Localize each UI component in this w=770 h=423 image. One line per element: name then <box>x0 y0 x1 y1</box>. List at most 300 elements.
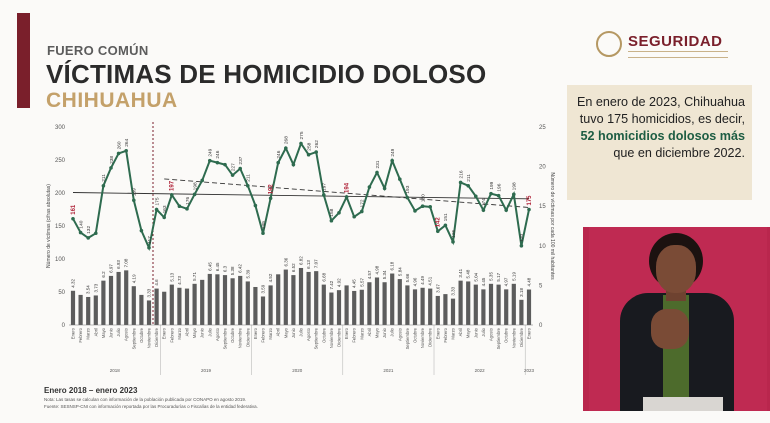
seguridad-logo <box>596 31 746 61</box>
x-tick-label: Marzo <box>268 328 274 340</box>
x-tick-label: Julio <box>207 328 213 337</box>
victims-point <box>520 244 524 248</box>
victims-point <box>383 187 387 191</box>
x-tick-label: Diciembre <box>245 328 251 347</box>
bar-value-label: 3.41 <box>458 268 464 278</box>
line-value-label: 176 <box>185 196 191 205</box>
x-tick-label: Noviembre <box>420 328 426 349</box>
bar <box>390 274 394 325</box>
x-tick-label: Abril <box>93 328 99 337</box>
bar <box>299 268 303 325</box>
bar-value-label: 6.68 <box>321 272 327 282</box>
bar <box>117 272 121 325</box>
line-value-label: 198 <box>512 182 518 191</box>
x-tick-label: Mayo <box>100 328 106 339</box>
line-value-label: 196 <box>497 183 503 192</box>
x-tick-label: Enero <box>526 328 532 340</box>
bar-value-label: 4.6 <box>154 279 160 286</box>
victims-point <box>413 209 417 213</box>
bar-value-label: 6.82 <box>298 256 304 265</box>
x-tick-label: Mayo <box>374 328 380 339</box>
x-tick-label: Enero <box>252 328 258 340</box>
victims-point <box>474 195 478 199</box>
x-tick-label: Junio <box>199 328 205 339</box>
line-value-label: 197 <box>169 180 176 191</box>
x-tick-label: Marzo <box>450 328 456 340</box>
line-value-label: 197 <box>322 182 328 191</box>
bar-value-label: 4.52 <box>268 273 274 283</box>
bar <box>200 280 204 325</box>
victims-point <box>368 185 372 189</box>
line-value-label: 216 <box>459 170 465 179</box>
x-tick-label: Diciembre <box>154 328 160 347</box>
line-value-label: 246 <box>277 150 282 159</box>
bar <box>101 281 105 325</box>
y-left-tick-label: 50 <box>58 290 65 296</box>
kicker: FUERO COMÚN <box>47 43 149 58</box>
bar-value-label: 4.48 <box>526 277 532 287</box>
victims-point <box>527 208 531 212</box>
x-tick-label: Noviembre <box>237 328 243 349</box>
bar <box>345 285 349 325</box>
victims-point <box>132 198 136 202</box>
x-tick-label: Diciembre <box>336 328 342 347</box>
victims-point <box>322 193 326 197</box>
victims-point <box>79 231 83 235</box>
bar <box>124 270 128 325</box>
x-tick-label: Noviembre <box>328 328 334 349</box>
bar-value-label: 6.97 <box>108 264 114 273</box>
x-tick-label: Junio <box>473 328 479 339</box>
callout-text <box>573 94 745 162</box>
bar-value-label: 5.19 <box>511 272 517 281</box>
victims-point <box>512 193 516 197</box>
line-value-label: 161 <box>70 204 77 215</box>
victims-point <box>261 231 265 235</box>
victims-point <box>269 196 273 200</box>
line-value-label: 199 <box>489 181 495 190</box>
victims-point <box>292 163 296 167</box>
bar-value-label: 7.07 <box>313 259 319 269</box>
x-tick-label: Agosto <box>214 328 220 342</box>
footer-note: Nota: Las tasas se calculan con información de la población publicada por CONAPO en agosto 2019. <box>44 397 247 402</box>
year-label: 2020 <box>292 368 303 373</box>
bar <box>398 279 402 325</box>
bar <box>436 296 440 325</box>
line-value-label: 211 <box>102 174 108 182</box>
line-value-label: 194 <box>344 182 351 193</box>
bar-value-label: 5.38 <box>230 266 236 276</box>
line-value-label: 260 <box>117 141 123 150</box>
bar-value-label: 5.48 <box>465 269 471 279</box>
bar <box>337 290 341 325</box>
bar-value-label: 5.66 <box>404 273 410 283</box>
victims-point <box>436 229 440 233</box>
bar <box>147 300 151 325</box>
x-tick-label: Abril <box>275 328 281 337</box>
x-tick-label: Agosto <box>397 328 403 342</box>
bar-value-label: 5.13 <box>169 272 175 282</box>
victims-point <box>307 153 311 157</box>
victims-point <box>482 208 486 212</box>
victims-point <box>140 229 144 233</box>
bar <box>79 295 83 325</box>
bar <box>208 274 212 325</box>
bar-value-label: 6.36 <box>283 257 289 267</box>
bar <box>367 282 371 325</box>
line-value-label: 172 <box>360 199 366 208</box>
victims-point <box>466 184 470 188</box>
victims-point <box>193 193 197 197</box>
bar <box>360 290 364 325</box>
bar <box>405 285 409 325</box>
podium <box>643 397 723 411</box>
bar <box>421 288 425 325</box>
bar-value-label: 4.32 <box>70 279 76 288</box>
x-tick-label: Enero <box>435 328 441 340</box>
bar <box>276 274 280 325</box>
line-value-label: 211 <box>246 174 252 182</box>
line-value-label: 238 <box>109 155 115 164</box>
line-value-label: 192 <box>268 184 275 195</box>
bar <box>375 277 379 325</box>
victims-point <box>284 146 288 150</box>
bar <box>162 292 166 325</box>
bar-value-label: 3.73 <box>93 283 99 293</box>
victims-point <box>299 142 303 146</box>
victims-point <box>314 150 318 154</box>
bar <box>238 276 242 325</box>
bar-value-label: 4.49 <box>420 276 426 285</box>
line-value-label: 142 <box>435 217 442 228</box>
x-tick-label: Octubre <box>138 328 144 343</box>
year-label: 2018 <box>109 368 120 373</box>
victims-point <box>254 204 258 208</box>
line-value-label: 158 <box>330 208 336 217</box>
line-value-label: 180 <box>421 194 427 203</box>
line-value-label: 139 <box>261 221 267 230</box>
victims-point <box>459 181 463 185</box>
line-value-label: 175 <box>526 195 533 206</box>
brand-name: SEGURIDAD <box>628 33 723 50</box>
bar <box>231 278 235 325</box>
year-label: 2019 <box>200 368 212 373</box>
bar-value-label: 6.18 <box>389 261 395 271</box>
victims-point <box>238 167 242 171</box>
bar-value-label: 3.33 <box>146 288 152 298</box>
bar-value-label: 5.17 <box>496 272 502 282</box>
victims-point <box>489 192 493 196</box>
victims-point <box>94 231 98 235</box>
x-tick-label: Agosto <box>488 328 494 342</box>
bar <box>291 275 295 325</box>
victims-point <box>390 159 394 163</box>
bar <box>269 285 273 325</box>
x-tick-label: Septiembre <box>222 328 228 350</box>
callout-text-before: En enero de 2023, Chihuahua tuvo 175 homicidios, es decir, <box>576 95 745 126</box>
bar <box>322 285 326 325</box>
victims-point <box>155 208 159 212</box>
bar <box>443 294 447 325</box>
line-value-label: 268 <box>284 136 290 145</box>
bar-value-label: 5.39 <box>245 269 251 279</box>
y-left-axis-label: Número de víctimas (cifras absolutas) <box>46 184 52 268</box>
x-tick-label: Enero <box>344 328 350 340</box>
y-left-tick-label: 0 <box>61 323 65 329</box>
bar-value-label: 6.52 <box>290 263 296 273</box>
bar-value-label: 6.13 <box>306 260 312 269</box>
victims-point <box>276 161 280 165</box>
bar-value-label: 4.57 <box>366 270 372 280</box>
trend-line <box>73 193 529 199</box>
victims-point <box>170 193 174 197</box>
line-value-label: 189 <box>132 188 138 197</box>
x-tick-label: Marzo <box>359 328 365 340</box>
bar <box>489 284 493 325</box>
bar <box>413 289 417 325</box>
x-tick-label: Febrero <box>78 328 84 343</box>
victims-point <box>497 194 501 198</box>
line-value-label: 262 <box>315 140 320 149</box>
line-value-label: 193 <box>406 185 412 194</box>
victims-point <box>444 224 448 228</box>
bar <box>459 281 463 325</box>
x-tick-label: Septiembre <box>496 328 502 350</box>
bar <box>215 274 219 325</box>
bar <box>497 285 501 325</box>
bar-value-label: 3.54 <box>85 285 91 294</box>
x-tick-label: Octubre <box>321 328 327 343</box>
bar-value-label: 6.3 <box>222 265 228 273</box>
x-tick-label: Junio <box>290 328 296 339</box>
victims-point <box>375 171 379 175</box>
bar <box>86 297 90 325</box>
state-subtitle: CHIHUAHUA <box>46 89 178 112</box>
line-value-label: 237 <box>239 156 244 165</box>
bar-value-label: 6.2 <box>100 271 106 278</box>
bar <box>512 284 516 325</box>
callout-highlight: 52 homicidios dolosos más <box>580 129 745 143</box>
bar <box>466 281 470 325</box>
x-tick-label: Junio <box>382 328 388 339</box>
y-left-tick-label: 250 <box>54 158 65 164</box>
x-tick-label: Mayo <box>192 328 198 339</box>
year-label: 2021 <box>383 368 394 373</box>
x-tick-label: Diciembre <box>518 328 524 347</box>
x-tick-label: Octubre <box>503 328 509 343</box>
x-tick-label: Julio <box>389 328 395 337</box>
line-value-label: 198 <box>193 182 199 191</box>
bar-value-label: 4.19 <box>131 274 137 284</box>
bar-value-label: 5.84 <box>397 267 403 277</box>
victims-point <box>216 161 220 165</box>
x-tick-label: Abril <box>458 328 464 337</box>
bar-value-label: 4.92 <box>336 278 342 288</box>
victims-point <box>124 149 128 153</box>
bar <box>451 299 455 325</box>
x-tick-label: Septiembre <box>313 328 319 350</box>
x-tick-label: Abril <box>366 328 372 337</box>
callout-text-after: que en diciembre 2022. <box>613 146 745 160</box>
brand-rule <box>628 51 728 58</box>
line-value-label: 264 <box>125 138 130 147</box>
y-left-tick-label: 150 <box>54 224 65 230</box>
bar-value-label: 5.35 <box>488 272 494 281</box>
bar-value-label: 4.97 <box>503 277 509 287</box>
x-tick-label: Mayo <box>283 328 289 339</box>
victims-point <box>246 184 250 188</box>
victims-point <box>406 196 410 200</box>
victims-point <box>185 207 189 211</box>
victims-point <box>398 177 402 181</box>
line-value-label: 151 <box>444 213 450 222</box>
victims-point <box>231 173 235 177</box>
interpreter-hands <box>651 309 689 349</box>
x-tick-label: Noviembre <box>511 328 517 349</box>
bar <box>155 289 159 325</box>
victims-point <box>504 208 508 212</box>
victims-point <box>428 205 432 209</box>
x-tick-label: Mayo <box>465 328 471 339</box>
line-value-label: 231 <box>375 160 381 169</box>
x-tick-label: Febrero <box>260 328 266 343</box>
x-tick-label: Octubre <box>412 328 418 343</box>
line-value-label: 275 <box>299 131 305 140</box>
line-value-label: 140 <box>79 220 85 229</box>
bar-value-label: 7.42 <box>328 280 334 290</box>
victims-point <box>337 211 341 215</box>
x-tick-label: Julio <box>116 328 122 337</box>
line-value-label: 249 <box>208 148 214 157</box>
bar <box>139 295 143 325</box>
victims-point <box>178 204 182 208</box>
y-left-tick-label: 200 <box>54 191 65 197</box>
victims-point <box>162 216 166 220</box>
x-tick-label: Febrero <box>442 328 448 343</box>
victims-point <box>71 217 75 221</box>
victims-point <box>86 236 90 240</box>
x-tick-label: Febrero <box>169 328 175 343</box>
bar-value-label: 4.45 <box>480 277 486 287</box>
victims-point <box>102 184 106 188</box>
victims-point <box>360 210 364 214</box>
line-value-label: 211 <box>467 174 472 182</box>
line-value-label: 132 <box>87 225 92 234</box>
line-value-label: 175 <box>155 197 161 206</box>
bar-value-label: 3.33 <box>450 286 456 296</box>
y-right-axis-label: Número de víctimas por cada 100 mil habitantes <box>549 172 555 280</box>
line-value-label: 117 <box>147 236 153 244</box>
x-tick-label: Junio <box>108 328 114 339</box>
bar-value-label: 6.93 <box>116 260 122 269</box>
x-tick-label: Marzo <box>85 328 91 340</box>
x-tick-label: Agosto <box>306 328 312 342</box>
y-right-tick-label: 20 <box>539 164 546 171</box>
bar <box>132 286 136 325</box>
bar <box>383 282 387 325</box>
bar <box>519 300 523 325</box>
bar <box>185 289 189 325</box>
victims-point <box>421 204 425 208</box>
bar <box>94 295 98 325</box>
bar-value-label: 6.42 <box>237 264 243 273</box>
bar-value-label: 3.67 <box>435 284 441 293</box>
y-right-tick-label: 25 <box>539 125 546 131</box>
bar <box>253 287 257 325</box>
x-tick-label: Abril <box>184 328 190 337</box>
bar <box>527 290 531 325</box>
victims-point <box>109 166 113 170</box>
bar <box>177 288 181 325</box>
bar-value-label: 6.45 <box>214 262 220 272</box>
x-tick-label: Enero <box>70 328 76 340</box>
bar-value-label: 3.59 <box>260 284 266 294</box>
victims-point <box>200 179 204 183</box>
year-label: 2022 <box>474 368 485 373</box>
bar-value-label: 6.45 <box>207 262 213 271</box>
year-label: 2023 <box>523 368 535 373</box>
bar-value-label: 5.34 <box>382 270 388 280</box>
line-value-label: 258 <box>307 142 313 151</box>
x-tick-label: Agosto <box>123 328 129 342</box>
bar-value-label: 5.57 <box>359 277 365 287</box>
bar <box>329 293 333 325</box>
x-tick-label: Enero <box>161 328 167 340</box>
page-title: VÍCTIMAS DE HOMICIDIO DOLOSO <box>46 59 487 89</box>
bar <box>352 291 356 325</box>
victims-point <box>208 159 212 163</box>
line-value-label: 227 <box>231 163 237 172</box>
victims-point <box>117 152 121 156</box>
x-tick-label: Marzo <box>176 328 182 340</box>
bar <box>193 284 197 325</box>
bar <box>314 271 318 325</box>
x-tick-label: Julio <box>480 328 486 337</box>
bar <box>109 276 113 325</box>
bar-value-label: 5.04 <box>473 272 479 282</box>
x-tick-label: Julio <box>298 328 304 337</box>
bar <box>246 281 250 325</box>
y-right-tick-label: 0 <box>539 323 543 329</box>
sign-language-interpreter-video <box>583 227 770 411</box>
bar-value-label: 4.98 <box>374 265 380 275</box>
x-tick-label: Septiembre <box>404 328 410 350</box>
x-tick-label: Diciembre <box>427 328 433 347</box>
bar <box>223 275 227 325</box>
line-value-label: 246 <box>216 150 222 159</box>
bar-value-label: 3.18 <box>518 288 524 297</box>
x-tick-label: Septiembre <box>131 328 137 350</box>
victims-point <box>147 246 151 250</box>
bar <box>307 272 311 325</box>
bar-value-label: 4.73 <box>176 276 182 285</box>
bar <box>504 289 508 325</box>
bar-value-label: 7.08 <box>123 258 129 268</box>
victims-point <box>345 195 349 199</box>
bar-value-label: 4.51 <box>427 276 433 286</box>
victims-point <box>352 215 356 219</box>
victims-point <box>223 163 227 167</box>
bar <box>170 285 174 325</box>
government-seal-icon <box>596 31 622 57</box>
bar-value-label: 4.96 <box>412 277 418 287</box>
victims-point <box>451 240 455 244</box>
bar-value-label: 5.71 <box>192 272 198 281</box>
line-value-label: 174 <box>482 198 488 207</box>
y-right-tick-label: 10 <box>539 243 546 250</box>
line-value-label: 163 <box>163 205 168 214</box>
bar <box>474 285 478 325</box>
